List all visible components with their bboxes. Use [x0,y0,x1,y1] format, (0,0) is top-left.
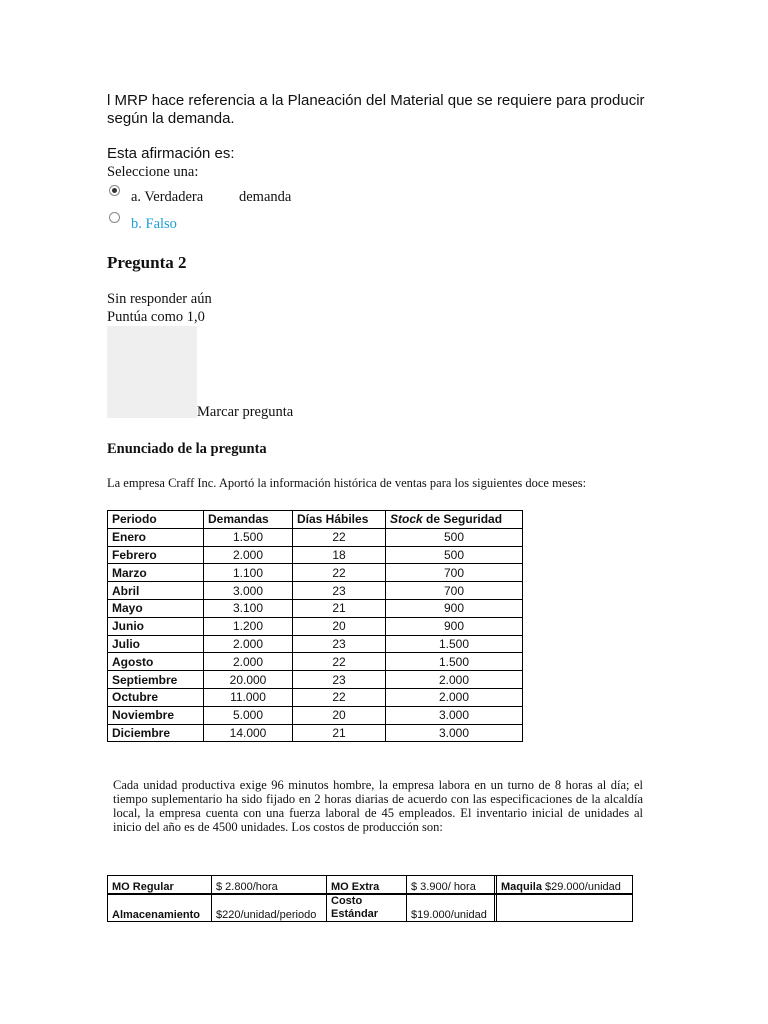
month-cell: Julio [108,635,204,653]
table-row [108,599,523,617]
month-cell: Agosto [108,653,204,671]
question-intro: La empresa Craff Inc. Aportó la información histórica de ventas para los siguientes doce meses: [107,476,587,490]
demand-cell: 5.000 [204,706,293,724]
cost-value-mo-regular: $ 2.800/hora [212,876,327,895]
table-row [108,724,523,742]
question2-status [107,290,212,326]
option-a-label[interactable]: a. Verdadera [131,189,204,205]
option-b-label[interactable]: b. Falso [131,216,177,232]
status-text: Sin responder aún [107,291,212,307]
safety-stock-cell: 3.000 [386,724,523,742]
table-row [108,582,523,600]
sales-table [107,510,523,742]
table-row [108,617,523,635]
flag-question-link[interactable]: Marcar pregunta [197,404,294,420]
cost-label-costo-estandar: Costo Estándar [327,894,407,922]
workdays-cell: 22 [293,528,386,546]
safety-stock-cell: 900 [386,599,523,617]
demand-cell: 1.100 [204,564,293,582]
table-header-row [108,511,523,529]
cost-value-almacenamiento: $220/unidad/periodo [212,894,327,922]
month-cell: Noviembre [108,706,204,724]
question1-prompt: Esta afirmación es: [107,145,235,162]
option-a-radio[interactable] [109,185,120,196]
workdays-cell: 22 [293,653,386,671]
table-row [108,635,523,653]
cost-maquila: Maquila $29.000/unidad [497,876,633,895]
safety-stock-cell: 700 [386,582,523,600]
table-row [108,671,523,689]
safety-stock-cell: 3.000 [386,706,523,724]
workdays-cell: 18 [293,546,386,564]
demand-cell: 2.000 [204,653,293,671]
month-cell: Marzo [108,564,204,582]
table-row [108,894,633,922]
empty-cell [497,894,633,922]
safety-stock-cell: 500 [386,546,523,564]
safety-stock-cell: 700 [386,564,523,582]
table-row [108,653,523,671]
select-one-label: Seleccione una: [107,164,199,180]
header-dias-habiles: Días Hábiles [293,511,386,529]
demand-cell: 3.000 [204,582,293,600]
header-periodo: Periodo [108,511,204,529]
workdays-cell: 21 [293,599,386,617]
header-stock-seguridad: Stock de Seguridad [386,511,523,529]
demand-cell: 11.000 [204,688,293,706]
demand-cell: 1.500 [204,528,293,546]
demand-cell: 20.000 [204,671,293,689]
table-row [108,688,523,706]
safety-stock-cell: 500 [386,528,523,546]
cost-label-almacenamiento: Almacenamiento [108,894,212,922]
cost-value-costo-estandar: $19.000/unidad [407,894,495,922]
workdays-cell: 23 [293,671,386,689]
flag-question-box[interactable] [107,326,197,418]
month-cell: Mayo [108,599,204,617]
question1-statement: l MRP hace referencia a la Planeación del Material que se requiere para producir según la demanda. [107,92,645,127]
demand-cell: 2.000 [204,546,293,564]
safety-stock-cell: 2.000 [386,671,523,689]
demand-cell: 14.000 [204,724,293,742]
table-row [108,528,523,546]
month-cell: Septiembre [108,671,204,689]
month-cell: Abril [108,582,204,600]
month-cell: Junio [108,617,204,635]
safety-stock-cell: 2.000 [386,688,523,706]
workdays-cell: 23 [293,635,386,653]
month-cell: Octubre [108,688,204,706]
question2-title: Pregunta 2 [107,253,187,272]
safety-stock-cell: 900 [386,617,523,635]
workdays-cell: 21 [293,724,386,742]
cost-label-mo-extra: MO Extra [327,876,407,895]
demand-cell: 3.100 [204,599,293,617]
option-b-radio[interactable] [109,212,120,223]
workdays-cell: 22 [293,688,386,706]
cost-value-mo-extra: $ 3.900/ hora [407,876,495,895]
table-row [108,564,523,582]
workdays-cell: 20 [293,617,386,635]
month-cell: Enero [108,528,204,546]
problem-paragraph: Cada unidad productiva exige 96 minutos hombre, la empresa labora en un turno de 8 horas al día; el tiempo suplementario ha sido fijado en 2 horas diarias de acuerdo con las especificaciones de la alcaldía local, la empresa cuenta con una fuerza laboral de 45 empleados. El inventario inicial de unidades al inicio del año es de 4500 unidades. Los costos de producción son: [113,778,643,834]
costs-table [107,875,633,922]
table-row [108,876,633,895]
month-cell: Febrero [108,546,204,564]
table-row [108,546,523,564]
header-demandas: Demandas [204,511,293,529]
cost-label-mo-regular: MO Regular [108,876,212,895]
score-text: Puntúa como 1,0 [107,309,205,325]
safety-stock-cell: 1.500 [386,635,523,653]
workdays-cell: 23 [293,582,386,600]
option-a-feedback-text: demanda [239,189,292,205]
month-cell: Diciembre [108,724,204,742]
question-heading: Enunciado de la pregunta [107,441,267,457]
table-row [108,706,523,724]
demand-cell: 2.000 [204,635,293,653]
workdays-cell: 20 [293,706,386,724]
demand-cell: 1.200 [204,617,293,635]
safety-stock-cell: 1.500 [386,653,523,671]
workdays-cell: 22 [293,564,386,582]
